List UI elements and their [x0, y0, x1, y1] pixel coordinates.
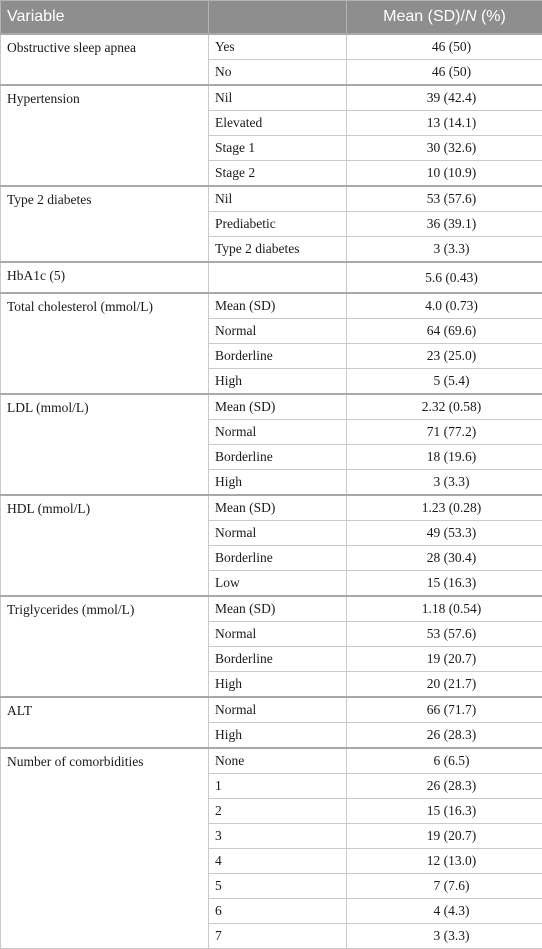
value-cell: 53 (57.6)	[347, 186, 542, 212]
category-cell: Mean (SD)	[209, 394, 347, 420]
variable-cell: HDL (mmol/L)	[1, 495, 209, 596]
table-row	[1, 34, 542, 60]
value-cell: 13 (14.1)	[347, 111, 542, 136]
header-value-n: N	[465, 8, 477, 25]
category-cell: 7	[209, 924, 347, 949]
category-cell: Prediabetic	[209, 212, 347, 237]
value-cell: 30 (32.6)	[347, 136, 542, 161]
value-cell: 4.0 (0.73)	[347, 293, 542, 319]
category-cell: Mean (SD)	[209, 293, 347, 319]
category-cell: Stage 2	[209, 161, 347, 187]
category-cell: 1	[209, 774, 347, 799]
value-cell: 39 (42.4)	[347, 85, 542, 111]
variable-cell: Obstructive sleep apnea	[1, 34, 209, 85]
table-header	[1, 1, 542, 35]
category-cell: Elevated	[209, 111, 347, 136]
category-cell: Borderline	[209, 546, 347, 571]
value-cell: 2.32 (0.58)	[347, 394, 542, 420]
category-cell: Type 2 diabetes	[209, 237, 347, 263]
category-cell: 3	[209, 824, 347, 849]
category-cell: Borderline	[209, 647, 347, 672]
category-cell: Normal	[209, 319, 347, 344]
table-row	[1, 186, 542, 212]
variable-cell: Hypertension	[1, 85, 209, 186]
category-cell	[209, 262, 347, 293]
category-cell: High	[209, 369, 347, 395]
value-cell: 5 (5.4)	[347, 369, 542, 395]
value-cell: 28 (30.4)	[347, 546, 542, 571]
category-cell: Mean (SD)	[209, 596, 347, 622]
category-cell: Normal	[209, 420, 347, 445]
value-cell: 49 (53.3)	[347, 521, 542, 546]
variable-cell: Type 2 diabetes	[1, 186, 209, 262]
value-cell: 66 (71.7)	[347, 697, 542, 723]
table-row	[1, 394, 542, 420]
value-cell: 64 (69.6)	[347, 319, 542, 344]
value-cell: 10 (10.9)	[347, 161, 542, 187]
value-cell: 23 (25.0)	[347, 344, 542, 369]
category-cell: Borderline	[209, 445, 347, 470]
value-cell: 19 (20.7)	[347, 647, 542, 672]
variable-cell: Triglycerides (mmol/L)	[1, 596, 209, 697]
category-cell: High	[209, 723, 347, 749]
header-value-prefix: Mean (SD)/	[383, 8, 465, 25]
value-cell: 3 (3.3)	[347, 237, 542, 263]
header-variable: Variable	[1, 1, 209, 35]
table-row	[1, 596, 542, 622]
category-cell: Borderline	[209, 344, 347, 369]
header-row	[1, 1, 542, 35]
value-cell: 1.18 (0.54)	[347, 596, 542, 622]
value-cell: 15 (16.3)	[347, 571, 542, 597]
value-cell: 1.23 (0.28)	[347, 495, 542, 521]
category-cell: High	[209, 470, 347, 496]
table-row	[1, 262, 542, 293]
table-row	[1, 697, 542, 723]
variable-cell: LDL (mmol/L)	[1, 394, 209, 495]
value-cell: 7 (7.6)	[347, 874, 542, 899]
variable-cell: Total cholesterol (mmol/L)	[1, 293, 209, 394]
variable-cell: Number of comorbidities	[1, 748, 209, 949]
table-row	[1, 85, 542, 111]
value-cell: 6 (6.5)	[347, 748, 542, 774]
value-cell: 18 (19.6)	[347, 445, 542, 470]
category-cell: Yes	[209, 34, 347, 60]
value-cell: 26 (28.3)	[347, 774, 542, 799]
value-cell: 12 (13.0)	[347, 849, 542, 874]
category-cell: Mean (SD)	[209, 495, 347, 521]
value-cell: 4 (4.3)	[347, 899, 542, 924]
table-row	[1, 293, 542, 319]
value-cell: 3 (3.3)	[347, 470, 542, 496]
category-cell: 5	[209, 874, 347, 899]
table-row	[1, 495, 542, 521]
category-cell: 6	[209, 899, 347, 924]
category-cell: 4	[209, 849, 347, 874]
value-cell: 3 (3.3)	[347, 924, 542, 949]
header-value-suffix: (%)	[477, 8, 506, 25]
value-cell: 5.6 (0.43)	[347, 262, 542, 293]
category-cell: Stage 1	[209, 136, 347, 161]
category-cell: Normal	[209, 622, 347, 647]
value-cell: 53 (57.6)	[347, 622, 542, 647]
category-cell: Normal	[209, 697, 347, 723]
value-cell: 19 (20.7)	[347, 824, 542, 849]
category-cell: Low	[209, 571, 347, 597]
value-cell: 71 (77.2)	[347, 420, 542, 445]
table-row	[1, 748, 542, 774]
value-cell: 46 (50)	[347, 34, 542, 60]
variable-cell: ALT	[1, 697, 209, 748]
category-cell: No	[209, 60, 347, 86]
table-body	[1, 34, 542, 949]
value-cell: 46 (50)	[347, 60, 542, 86]
category-cell: Nil	[209, 85, 347, 111]
header-category	[209, 1, 347, 35]
category-cell: 2	[209, 799, 347, 824]
variable-cell: HbA1c (5)	[1, 262, 209, 293]
value-cell: 36 (39.1)	[347, 212, 542, 237]
value-cell: 26 (28.3)	[347, 723, 542, 749]
category-cell: Nil	[209, 186, 347, 212]
category-cell: Normal	[209, 521, 347, 546]
value-cell: 20 (21.7)	[347, 672, 542, 698]
value-cell: 15 (16.3)	[347, 799, 542, 824]
category-cell: High	[209, 672, 347, 698]
category-cell: None	[209, 748, 347, 774]
header-value	[347, 1, 542, 35]
